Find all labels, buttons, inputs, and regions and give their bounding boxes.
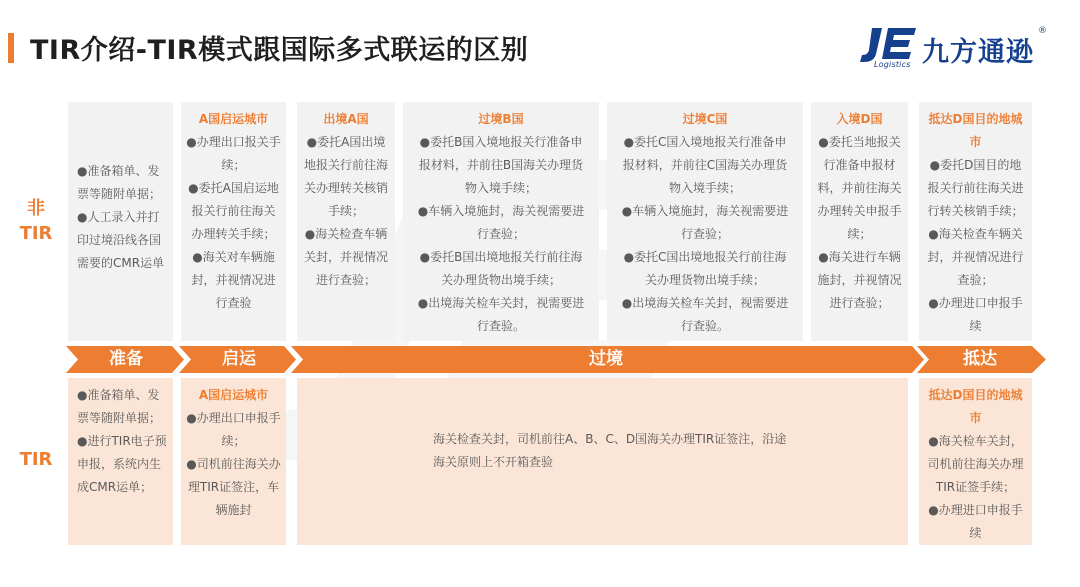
row-label-non-tir-line1: 非: [27, 198, 45, 219]
non-tir-enter-d-line: ●海关进行车辆施封，并视情况进行查验；: [817, 250, 902, 310]
tir-arrive-head: 抵达D国目的地城市: [928, 388, 1023, 425]
tir-transit-text: 海关检查关封，司机前往A、B、C、D国海关办理TIR证签注，沿途海关原则上不开箱查验: [433, 432, 787, 469]
non-tir-transit-c-head: 过境C国: [682, 112, 728, 126]
non-tir-transit-b-line: ●车辆入境施封，海关视需要进行查验；: [417, 204, 585, 241]
non-tir-transit-b-line: ●委托B国出境地报关行前往海关办理货物出境手续；: [419, 250, 583, 287]
non-tir-prepare-line: ●人工录入并打印过境沿线各国需要的CMR运单: [77, 210, 165, 270]
title-accent-bar: [8, 33, 14, 63]
tir-transit-cell: [297, 378, 908, 545]
non-tir-depart-cell: [181, 102, 286, 341]
stage-label-prepare: 准备: [109, 349, 143, 369]
registered-mark: ®: [1038, 26, 1047, 36]
non-tir-transit-b-cell: [403, 102, 599, 341]
row-label-non-tir: [16, 196, 56, 246]
non-tir-transit-b-head: 过境B国: [478, 112, 524, 126]
page-title: TIR介绍-TIR模式跟国际多式联运的区别: [30, 35, 529, 66]
non-tir-enter-d-cell: [811, 102, 908, 341]
non-tir-arrive-head: 抵达D国目的地城市: [928, 112, 1023, 149]
non-tir-depart-head: A国启运城市: [198, 112, 269, 126]
non-tir-transit-b-line: ●出境海关检车关封，视需要进行查验。: [417, 296, 585, 333]
non-tir-prepare-cell: [68, 102, 173, 341]
non-tir-arrive-cell: [919, 102, 1032, 341]
non-tir-enter-d-line: ●委托当地报关行准备申报材料，并前往海关办理转关申报手续；: [817, 135, 902, 241]
logo-subtitle: Logistics: [874, 60, 911, 69]
tir-arrive-line: ●办理进口申报手续: [928, 503, 1023, 540]
non-tir-arrive-line: ●办理进口申报手续: [928, 296, 1023, 333]
non-tir-depart-line: ●海关对车辆施封，并视情况进行查验: [191, 250, 276, 310]
stage-label-depart: 启运: [222, 349, 256, 369]
tir-depart-line: ●办理出口申报手续；: [186, 411, 281, 448]
non-tir-exit-a-cell: [297, 102, 395, 341]
non-tir-exit-a-head: 出境A国: [323, 112, 369, 126]
row-label-tir: TIR: [19, 449, 53, 470]
non-tir-arrive-line: ●委托D国目的地报关行前往海关进行转关核销手续；: [927, 158, 1024, 218]
non-tir-depart-line: ●办理出口报关手续；: [186, 135, 281, 172]
non-tir-depart-line: ●委托A国启运地报关行前往海关办理转关手续；: [188, 181, 279, 241]
non-tir-transit-c-line: ●委托C国出境地报关行前往海关办理货物出境手续；: [623, 250, 787, 287]
tir-prepare-cell: [68, 378, 173, 545]
non-tir-enter-d-head: 入境D国: [836, 112, 883, 126]
stage-label-arrive: 抵达: [963, 349, 997, 369]
tir-depart-cell: [181, 378, 286, 545]
tir-depart-head: A国启运城市: [198, 388, 269, 402]
stage-label-transit: 过境: [589, 349, 623, 369]
tir-prepare-line: ●准备箱单、发票等随附单据；: [77, 388, 162, 425]
tir-arrive-line: ●海关检车关封，司机前往海关办理TIR证签手续；: [927, 434, 1024, 494]
logo-brand-text: 九方通逊: [922, 37, 1034, 68]
non-tir-exit-a-line: ●海关检查车辆关封，并视情况进行查验；: [303, 227, 388, 287]
non-tir-arrive-line: ●海关检查车辆关封，并视情况进行查验；: [927, 227, 1024, 287]
company-logo: [858, 24, 1053, 72]
non-tir-transit-c-line: ●委托C国入境地报关行准备申报材料，并前往C国海关办理货物入境手续；: [622, 135, 788, 195]
tir-depart-line: ●司机前往海关办理TIR证签注，车辆施封: [186, 457, 281, 517]
non-tir-exit-a-line: ●委托A国出境地报关行前往海关办理转关核销手续；: [303, 135, 388, 218]
non-tir-transit-b-line: ●委托B国入境地报关行准备申报材料，并前往B国海关办理货物入境手续；: [418, 135, 584, 195]
non-tir-transit-c-line: ●出境海关检车关封，视需要进行查验。: [621, 296, 789, 333]
tir-prepare-line: ●进行TIR电子预申报，系统内生成CMR运单；: [77, 434, 167, 494]
non-tir-transit-c-line: ●车辆入境施封，海关视需要进行查验；: [621, 204, 789, 241]
tir-arrive-cell: [919, 378, 1032, 545]
non-tir-prepare-line: ●准备箱单、发票等随附单据；: [77, 164, 162, 201]
non-tir-transit-c-cell: [607, 102, 803, 341]
row-label-non-tir-line2: TIR: [19, 223, 53, 244]
